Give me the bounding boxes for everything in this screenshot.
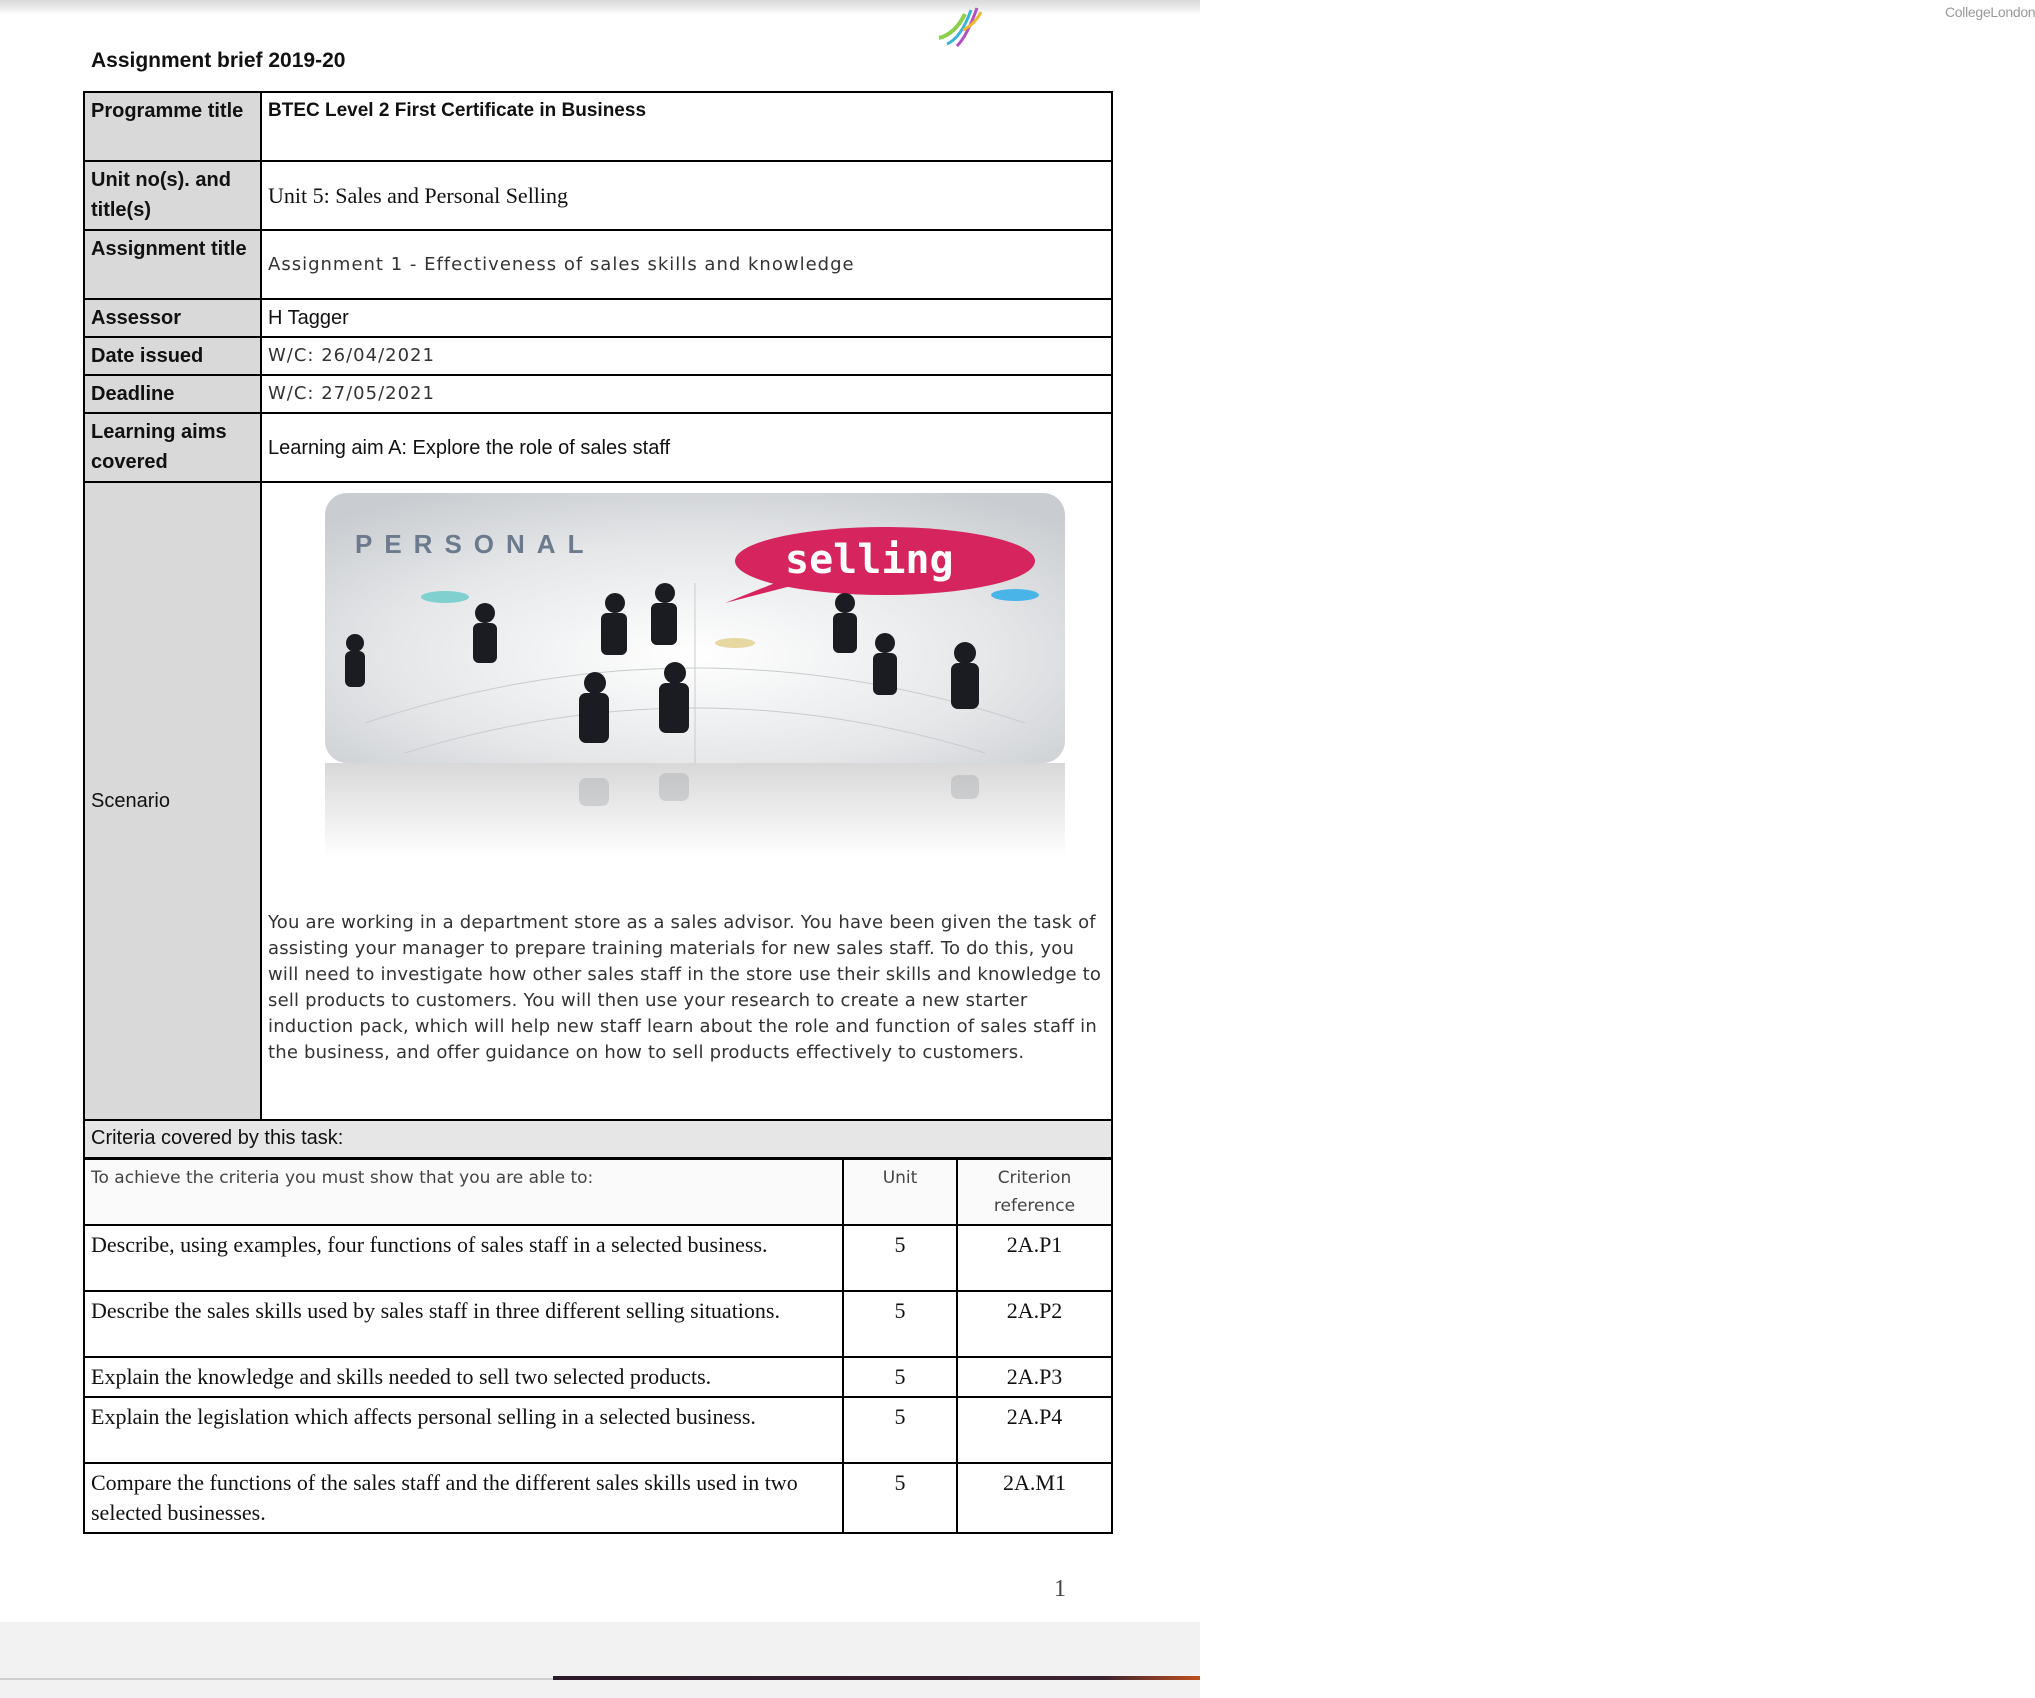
criteria-task: Describe, using examples, four functions of sales staff in a selected business. [84, 1225, 843, 1291]
scenario-cell [261, 482, 1112, 1120]
unit-value: Unit 5: Sales and Personal Selling [261, 161, 1112, 230]
criteria-row [84, 1291, 1112, 1357]
criteria-task: Compare the functions of the sales staff and the different sales skills used in two selected businesses. [84, 1463, 843, 1533]
criteria-reference: 2A.P2 [957, 1291, 1112, 1357]
column-header-task: To achieve the criteria you must show that you are able to: [84, 1159, 843, 1225]
date-issued-value: W/C: 26/04/2021 [261, 337, 1112, 375]
date-issued-row [84, 337, 1112, 375]
criteria-reference: 2A.P3 [957, 1357, 1112, 1397]
personal-selling-image [325, 493, 1065, 858]
criteria-task: Describe the sales skills used by sales staff in three different selling situations. [84, 1291, 843, 1357]
scenario-label: Scenario [84, 482, 261, 1120]
criteria-unit: 5 [843, 1357, 957, 1397]
criteria-reference: 2A.P1 [957, 1225, 1112, 1291]
programme-label: Programme title [84, 92, 261, 161]
criteria-row [84, 1463, 1112, 1533]
college-logo-mark [935, 0, 1015, 50]
assessor-row [84, 299, 1112, 337]
personal-selling-illustration [325, 493, 1065, 858]
criteria-table [83, 1158, 1113, 1534]
criteria-unit: 5 [843, 1291, 957, 1357]
learning-aims-label: Learning aims covered [84, 413, 261, 482]
criteria-heading-row [84, 1120, 1112, 1158]
assessor-value: H Tagger [261, 299, 1112, 337]
criteria-unit: 5 [843, 1397, 957, 1463]
college-logo [935, 0, 2035, 50]
page-number: 1 [1054, 1576, 1066, 1602]
criteria-heading: Criteria covered by this task: [84, 1120, 1112, 1158]
unit-label: Unit no(s). and title(s) [84, 161, 261, 230]
criteria-header-row [84, 1159, 1112, 1225]
deadline-row [84, 375, 1112, 413]
page-title: Assignment brief 2019-20 [91, 49, 346, 72]
criteria-reference: 2A.M1 [957, 1463, 1112, 1533]
viewer-progress-bar [553, 1676, 1200, 1680]
viewer-bottom-area [0, 1622, 1200, 1698]
assignment-brief-table [83, 91, 1113, 1159]
criteria-unit: 5 [843, 1463, 957, 1533]
image-title-personal: PERSONAL [355, 529, 596, 559]
criteria-task: Explain the knowledge and skills needed to sell two selected products. [84, 1357, 843, 1397]
image-title-selling: selling [785, 537, 954, 583]
scenario-row [84, 482, 1112, 1120]
criteria-unit: 5 [843, 1225, 957, 1291]
assignment-label: Assignment title [84, 230, 261, 299]
assessor-label: Assessor [84, 299, 261, 337]
criteria-row [84, 1357, 1112, 1397]
criteria-task: Explain the legislation which affects personal selling in a selected business. [84, 1397, 843, 1463]
deadline-value: W/C: 27/05/2021 [261, 375, 1112, 413]
date-issued-label: Date issued [84, 337, 261, 375]
programme-row [84, 92, 1112, 161]
logo-text: CollegeLondon [1945, 4, 2035, 20]
programme-value: BTEC Level 2 First Certificate in Business [261, 92, 1112, 161]
criteria-reference: 2A.P4 [957, 1397, 1112, 1463]
deadline-label: Deadline [84, 375, 261, 413]
scenario-text: You are working in a department store as a sales advisor. You have been given the task of assisting your manager to prepare training materials for new sales staff. To do this, you will need to investigate how other sales staff in the store use their skills and knowledge to sell products to customers. You will then use your research to create a new starter induction pack, which will help new staff learn about the role and function of sales staff in the business, and offer guidance on how to sell products effectively to customers. [268, 912, 1102, 1063]
unit-row [84, 161, 1112, 230]
column-header-criterion: Criterion reference [957, 1159, 1112, 1225]
learning-aims-value: Learning aim A: Explore the role of sales staff [261, 413, 1112, 482]
assignment-row [84, 230, 1112, 299]
criteria-row [84, 1225, 1112, 1291]
learning-aims-row [84, 413, 1112, 482]
column-header-unit: Unit [843, 1159, 957, 1225]
criteria-row [84, 1397, 1112, 1463]
assignment-value: Assignment 1 - Effectiveness of sales skills and knowledge [261, 230, 1112, 299]
